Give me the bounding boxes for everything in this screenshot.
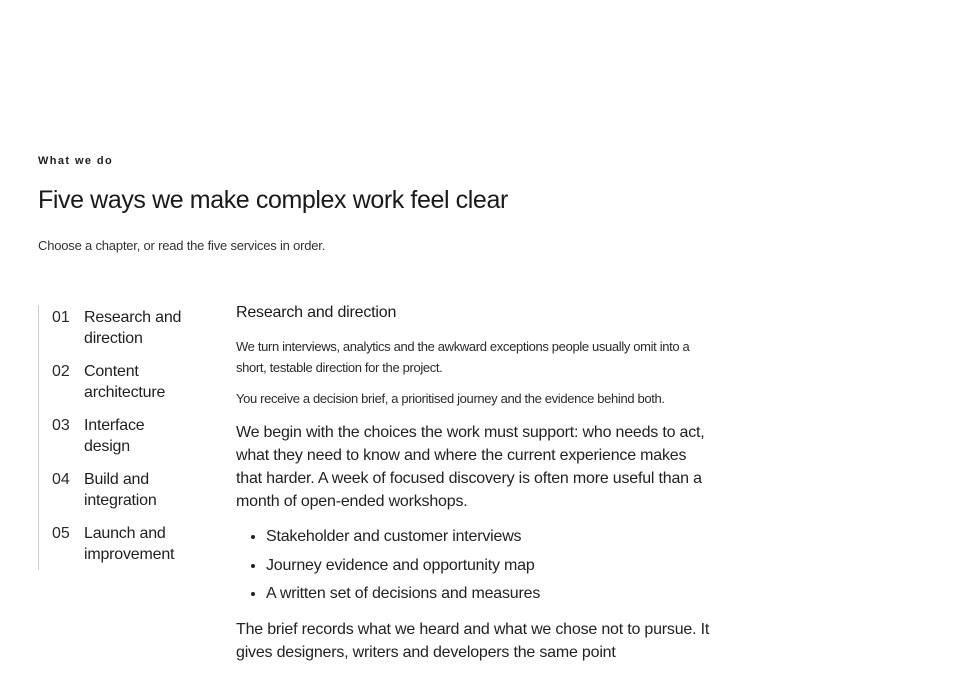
list-item: • Journey evidence and opportunity map: [266, 556, 716, 576]
chapter-content: [236, 304, 716, 675]
chapter-number: 01: [52, 309, 70, 326]
section-subtitle: Choose a chapter, or read the five services in order.: [38, 238, 326, 253]
chapter-intro: We turn interviews, analytics and the awkward exceptions people usually omit into a short, testable direction for the project.: [236, 339, 690, 375]
chapter-label: Launch and improvement: [84, 525, 175, 563]
section-eyebrow: What we do: [38, 155, 114, 167]
chapter-heading: Research and direction: [236, 304, 397, 321]
chapter-label: Build and integration: [84, 471, 157, 509]
chapter-link-content[interactable]: [39, 362, 214, 403]
chapter-number: 02: [52, 363, 70, 380]
chapter-number: 04: [52, 471, 70, 488]
chapter-number: 03: [52, 417, 70, 434]
chapter-label: Content architecture: [84, 363, 166, 401]
chapter-label: Interface design: [84, 417, 145, 455]
chapter-number: 05: [52, 525, 70, 542]
chapter-label: Research and direction: [84, 309, 182, 347]
list-item: • A written set of decisions and measures: [266, 584, 716, 604]
chapter-body-paragraph: We begin with the choices the work must support: who needs to act, what they need to know and where the current experience makes that harder. A week of focused discovery is often more useful than a month of open-ended workshops.: [236, 424, 705, 510]
chapter-link-launch[interactable]: [39, 524, 214, 565]
chapter-body-paragraph-2: The brief records what we heard and what we chose not to pursue. It gives designers, writers and developers the same point: [236, 621, 710, 661]
chapter-link-build[interactable]: [39, 470, 214, 511]
chapter-deliverables: You receive a decision brief, a prioritised journey and the evidence behind both.: [236, 391, 665, 406]
section-title: Five ways we make complex work feel clear: [38, 186, 508, 214]
chapter-nav: [38, 305, 214, 570]
chapter-bullet-list: [236, 527, 716, 604]
chapter-link-interface[interactable]: [39, 416, 214, 457]
chapter-link-research[interactable]: [39, 308, 214, 349]
list-item: • Stakeholder and customer interviews: [266, 527, 716, 547]
